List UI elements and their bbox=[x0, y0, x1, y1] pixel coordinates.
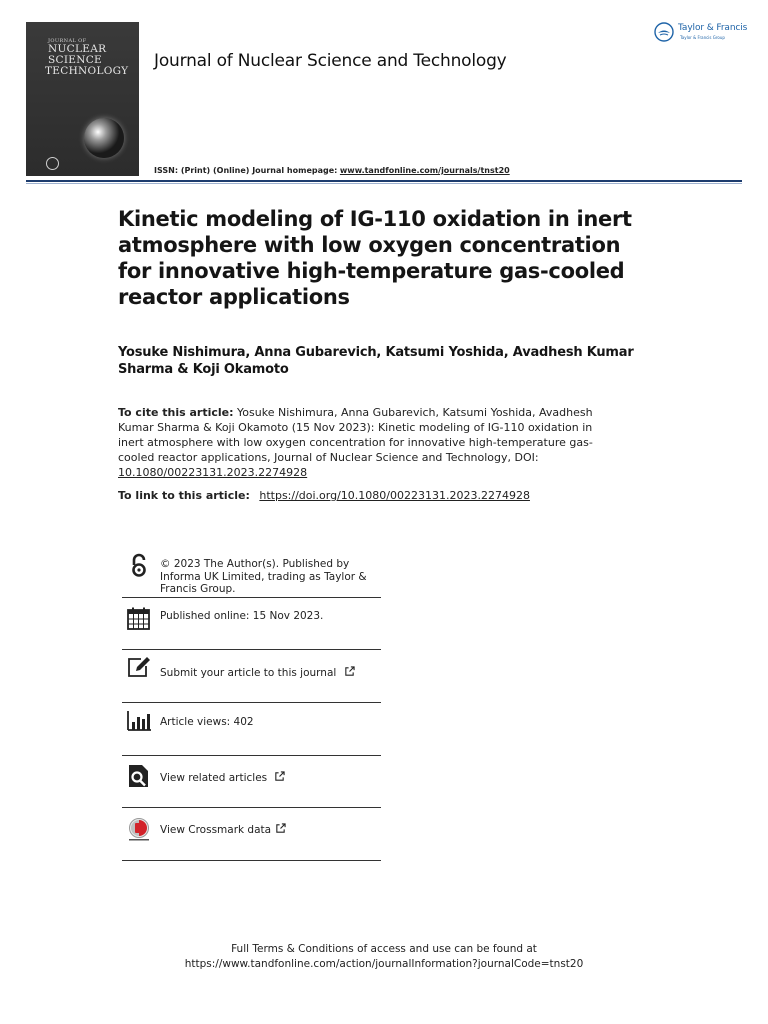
issn-label: ISSN: (Print) (Online) Journal homepage: bbox=[154, 166, 338, 175]
cite-label: To cite this article: bbox=[118, 406, 234, 419]
external-link-icon bbox=[275, 823, 286, 834]
cover-title-line3: TECHNOLOGY bbox=[45, 65, 129, 77]
crossmark-text[interactable] bbox=[160, 823, 386, 837]
taylor-francis-icon bbox=[654, 22, 674, 42]
related-label: View related articles bbox=[160, 772, 268, 784]
submit-row[interactable] bbox=[122, 650, 381, 703]
cite-doi-link[interactable]: 10.1080/00223131.2023.2274928 bbox=[118, 466, 308, 479]
external-link-icon bbox=[274, 771, 285, 782]
cover-title-line2: SCIENCE bbox=[48, 54, 103, 66]
journal-homepage-link[interactable]: www.tandfonline.com/journals/tnst20 bbox=[339, 166, 510, 175]
published-text: Published online: 15 Nov 2023. bbox=[160, 610, 324, 622]
footer bbox=[0, 942, 768, 971]
cite-text: Yosuke Nishimura, Anna Gubarevich, Katsumi Yoshida, Avadhesh Kumar Sharma & Koji Okamoto (15 Nov 2023): Kinetic modeling of IG-110 oxidation in inert atmosphere with low oxygen concentration for innovative high-temperature gas-cooled reactor applications, Journal of Nuclear Science and Technology, DOI: bbox=[118, 406, 593, 464]
cover-title-line1: NUCLEAR bbox=[48, 43, 107, 55]
publisher-name: Taylor & Francis bbox=[678, 23, 748, 33]
external-link-icon bbox=[344, 666, 355, 677]
crossmark-icon bbox=[126, 817, 152, 843]
views-text: Article views: 402 bbox=[160, 716, 254, 728]
related-row[interactable] bbox=[122, 756, 381, 808]
link-label: To link to this article: bbox=[118, 489, 250, 502]
row-divider bbox=[122, 860, 381, 861]
footer-terms-link[interactable]: https://www.tandfonline.com/action/journalInformation?journalCode=tnst20 bbox=[184, 957, 584, 970]
views-row bbox=[122, 703, 381, 756]
journal-title[interactable]: Journal of Nuclear Science and Technology bbox=[154, 51, 507, 71]
article-link-line bbox=[118, 489, 530, 502]
open-access-text: © 2023 The Author(s). Published by Informa UK Limited, trading as Taylor & Francis Group. bbox=[160, 558, 367, 595]
submit-text[interactable] bbox=[160, 666, 386, 680]
article-doi-link[interactable]: https://doi.org/10.1080/00223131.2023.2274928 bbox=[259, 489, 530, 502]
publisher-subname: Taylor & Francis Group bbox=[680, 35, 725, 40]
open-access-row bbox=[122, 553, 381, 598]
open-access-icon bbox=[126, 553, 152, 579]
calendar-icon bbox=[126, 606, 152, 632]
article-title: Kinetic modeling of IG-110 oxidation in inert atmosphere with low oxygen concentration for innovative high-temperature gas-cooled reactor applications bbox=[118, 207, 632, 309]
bar-chart-icon bbox=[126, 708, 152, 734]
publisher-logo[interactable] bbox=[654, 21, 749, 47]
header-divider bbox=[26, 180, 742, 182]
cover-society-logo-icon bbox=[46, 157, 59, 170]
journal-cover bbox=[26, 22, 139, 176]
header-divider-thin bbox=[26, 183, 742, 184]
article-authors: Yosuke Nishimura, Anna Gubarevich, Katsumi Yoshida, Avadhesh Kumar Sharma & Koji Okamoto bbox=[118, 345, 634, 377]
submit-label: Submit your article to this journal bbox=[160, 667, 337, 679]
cover-small-text: JOURNAL OF bbox=[48, 38, 87, 44]
crossmark-label: View Crossmark data bbox=[160, 824, 272, 836]
related-text[interactable] bbox=[160, 771, 386, 785]
citation-block bbox=[118, 405, 598, 480]
crossmark-row[interactable] bbox=[122, 808, 381, 861]
edit-icon bbox=[126, 655, 152, 681]
related-articles-icon bbox=[126, 763, 152, 789]
cover-moon-graphic bbox=[84, 118, 124, 158]
published-row bbox=[122, 598, 381, 650]
issn-line bbox=[154, 166, 510, 175]
footer-line1: Full Terms & Conditions of access and use can be found at bbox=[231, 943, 537, 955]
